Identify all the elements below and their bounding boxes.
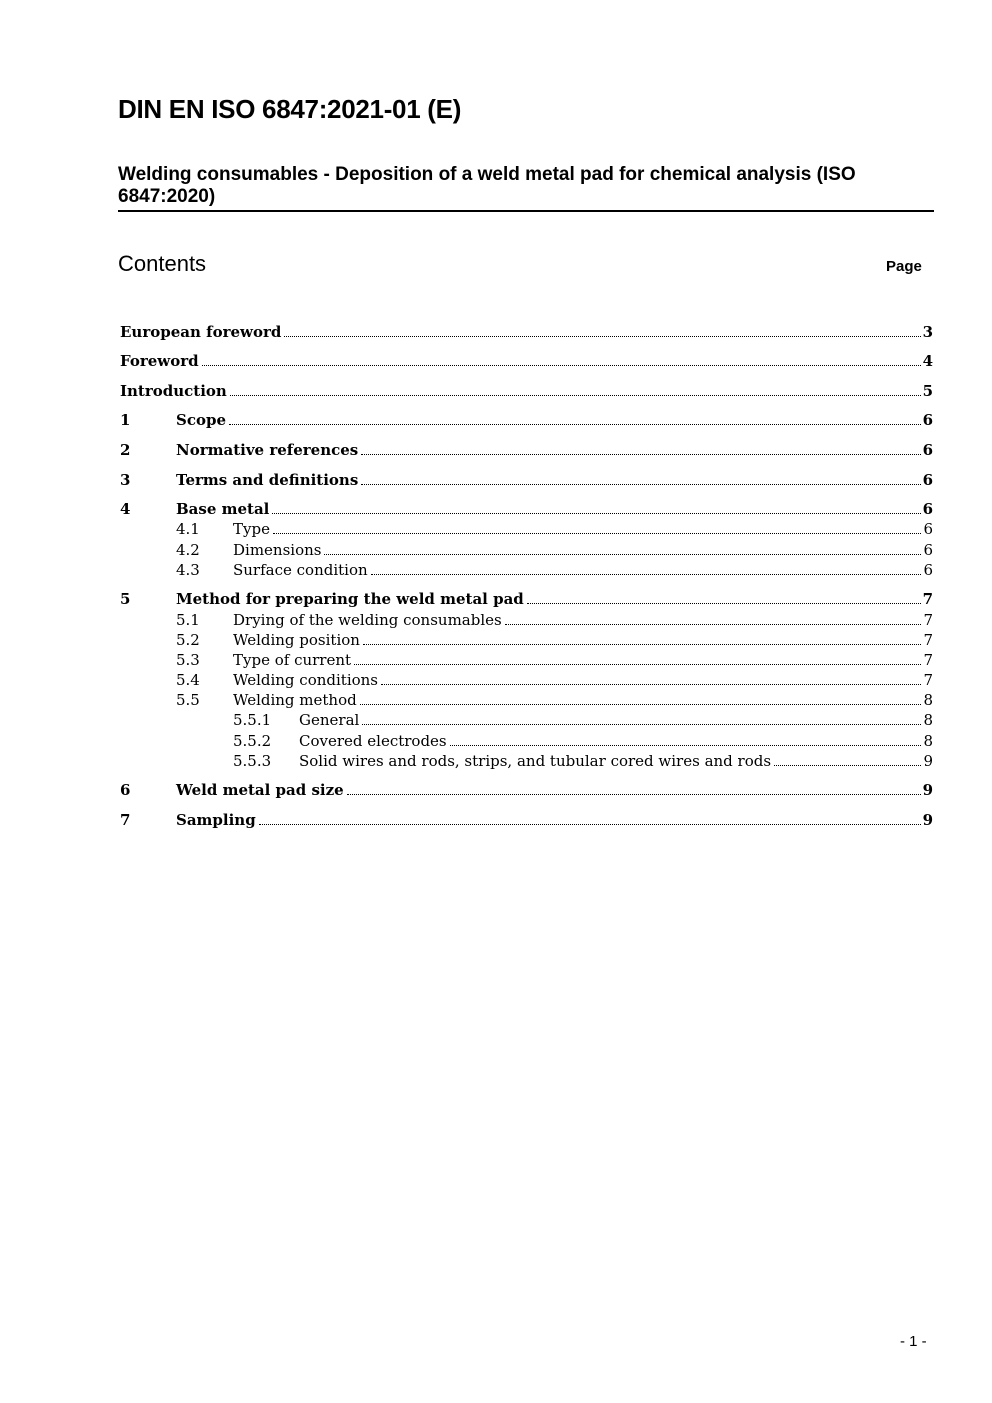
toc-entry-drying[interactable] xyxy=(176,610,933,630)
toc-leader-dots xyxy=(450,745,922,746)
toc-entry-page: 8 xyxy=(923,732,933,750)
toc-entry-page: 7 xyxy=(923,611,933,629)
toc-entry-scope[interactable] xyxy=(120,410,933,430)
toc-leader-dots xyxy=(284,336,920,337)
toc-entry-welding-method[interactable] xyxy=(176,690,933,710)
toc-entry-title: Normative references xyxy=(176,441,359,459)
toc-entry-page: 9 xyxy=(923,752,933,770)
footer-page-number: - 1 - xyxy=(900,1333,927,1350)
title-divider xyxy=(118,210,934,212)
toc-entry-number: 5.4 xyxy=(176,671,200,689)
toc-entry-page: 6 xyxy=(922,441,933,459)
toc-entry-title: Base metal xyxy=(176,500,270,518)
toc-entry-number: 4.3 xyxy=(176,561,200,579)
document-title: DIN EN ISO 6847:2021-01 (E) xyxy=(118,94,462,124)
toc-entry-title: Welding conditions xyxy=(233,671,379,689)
toc-leader-dots xyxy=(363,644,922,645)
toc-entry-page: 8 xyxy=(923,691,933,709)
toc-leader-dots xyxy=(361,454,920,455)
toc-entry-page: 6 xyxy=(923,520,933,538)
toc-entry-european-foreword[interactable] xyxy=(120,322,933,342)
toc-leader-dots xyxy=(360,704,922,705)
toc-entry-type[interactable] xyxy=(176,519,933,539)
toc-entry-page: 4 xyxy=(922,352,933,370)
toc-entry-covered-electrodes[interactable] xyxy=(233,731,933,751)
toc-entry-page: 9 xyxy=(922,811,933,829)
toc-leader-dots xyxy=(272,513,920,514)
toc-entry-terms-and-definitions[interactable] xyxy=(120,470,933,490)
toc-entry-number: 5 xyxy=(120,590,131,608)
toc-leader-dots xyxy=(259,824,921,825)
toc-entry-welding-conditions[interactable] xyxy=(176,670,933,690)
toc-leader-dots xyxy=(362,724,921,725)
toc-leader-dots xyxy=(229,424,921,425)
toc-entry-solid-wires[interactable] xyxy=(233,751,933,771)
toc-entry-title: Sampling xyxy=(176,811,256,829)
toc-entry-page: 6 xyxy=(923,541,933,559)
contents-heading: Contents xyxy=(118,251,207,276)
toc-entry-title: Drying of the welding consumables xyxy=(233,611,502,629)
toc-entry-general[interactable] xyxy=(233,710,933,730)
toc-entry-number: 7 xyxy=(120,811,131,829)
toc-leader-dots xyxy=(202,365,921,366)
toc-entry-number: 5.5.3 xyxy=(233,752,272,770)
toc-entry-normative-references[interactable] xyxy=(120,440,933,460)
toc-entry-base-metal[interactable] xyxy=(120,499,933,519)
toc-entry-title: Introduction xyxy=(120,382,227,400)
toc-entry-number: 5.1 xyxy=(176,611,200,629)
toc-leader-dots xyxy=(324,554,921,555)
toc-entry-title: General xyxy=(299,711,360,729)
page-column-heading: Page xyxy=(886,258,922,275)
toc-entry-page: 5 xyxy=(922,382,933,400)
toc-entry-page: 7 xyxy=(923,671,933,689)
toc-leader-dots xyxy=(381,684,921,685)
toc-entry-title: Welding method xyxy=(233,691,357,709)
toc-leader-dots xyxy=(347,794,921,795)
toc-entry-number: 5.5 xyxy=(176,691,200,709)
toc-leader-dots xyxy=(273,533,921,534)
toc-entry-weld-metal-pad-size[interactable] xyxy=(120,780,933,800)
toc-entry-title: Welding position xyxy=(233,631,360,649)
toc-leader-dots xyxy=(505,624,922,625)
toc-entry-title: European foreword xyxy=(120,323,282,341)
toc-entry-page: 9 xyxy=(922,781,933,799)
toc-entry-type-of-current[interactable] xyxy=(176,650,933,670)
toc-entry-title: Covered electrodes xyxy=(299,732,447,750)
toc-entry-page: 7 xyxy=(923,631,933,649)
toc-entry-page: 6 xyxy=(923,561,933,579)
toc-entry-title: Weld metal pad size xyxy=(176,781,344,799)
toc-leader-dots xyxy=(230,395,921,396)
toc-leader-dots xyxy=(774,765,921,766)
toc-entry-title: Method for preparing the weld metal pad xyxy=(176,590,524,608)
toc-entry-title: Solid wires and rods, strips, and tubular cored wires and rods xyxy=(299,752,772,770)
toc-entry-number: 3 xyxy=(120,471,131,489)
toc-entry-title: Type of current xyxy=(233,651,352,669)
toc-entry-dimensions[interactable] xyxy=(176,540,933,560)
toc-entry-sampling[interactable] xyxy=(120,810,933,830)
toc-entry-page: 6 xyxy=(922,500,933,518)
toc-entry-foreword[interactable] xyxy=(120,351,933,371)
toc-entry-title: Foreword xyxy=(120,352,199,370)
toc-entry-page: 7 xyxy=(923,651,933,669)
toc-leader-dots xyxy=(371,574,922,575)
toc-entry-welding-position[interactable] xyxy=(176,630,933,650)
toc-entry-number: 4.1 xyxy=(176,520,200,538)
toc-entry-title: Type xyxy=(233,520,270,538)
toc-entry-title: Terms and definitions xyxy=(176,471,359,489)
toc-entry-page: 7 xyxy=(922,590,933,608)
toc-leader-dots xyxy=(354,664,921,665)
toc-entry-number: 5.5.1 xyxy=(233,711,272,729)
toc-entry-number: 4.2 xyxy=(176,541,200,559)
toc-leader-dots xyxy=(361,484,920,485)
toc-entry-number: 5.2 xyxy=(176,631,200,649)
toc-entry-page: 8 xyxy=(923,711,933,729)
toc-entry-number: 2 xyxy=(120,441,131,459)
toc-entry-number: 5.3 xyxy=(176,651,200,669)
toc-leader-dots xyxy=(527,603,921,604)
toc-entry-title: Surface condition xyxy=(233,561,368,579)
document-subtitle: Welding consumables - Deposition of a weld metal pad for chemical analysis (ISO 6847:2020) xyxy=(118,164,856,207)
toc-entry-method-for-preparing[interactable] xyxy=(120,589,933,609)
toc-entry-introduction[interactable] xyxy=(120,381,933,401)
toc-entry-page: 6 xyxy=(922,471,933,489)
toc-entry-title: Scope xyxy=(176,411,227,429)
toc-entry-page: 3 xyxy=(922,323,933,341)
toc-entry-surface-condition[interactable] xyxy=(176,560,933,580)
toc-entry-number: 5.5.2 xyxy=(233,732,272,750)
toc-entry-title: Dimensions xyxy=(233,541,322,559)
toc-entry-number: 6 xyxy=(120,781,131,799)
toc-entry-number: 1 xyxy=(120,411,131,429)
toc-entry-number: 4 xyxy=(120,500,131,518)
toc-entry-page: 6 xyxy=(922,411,933,429)
